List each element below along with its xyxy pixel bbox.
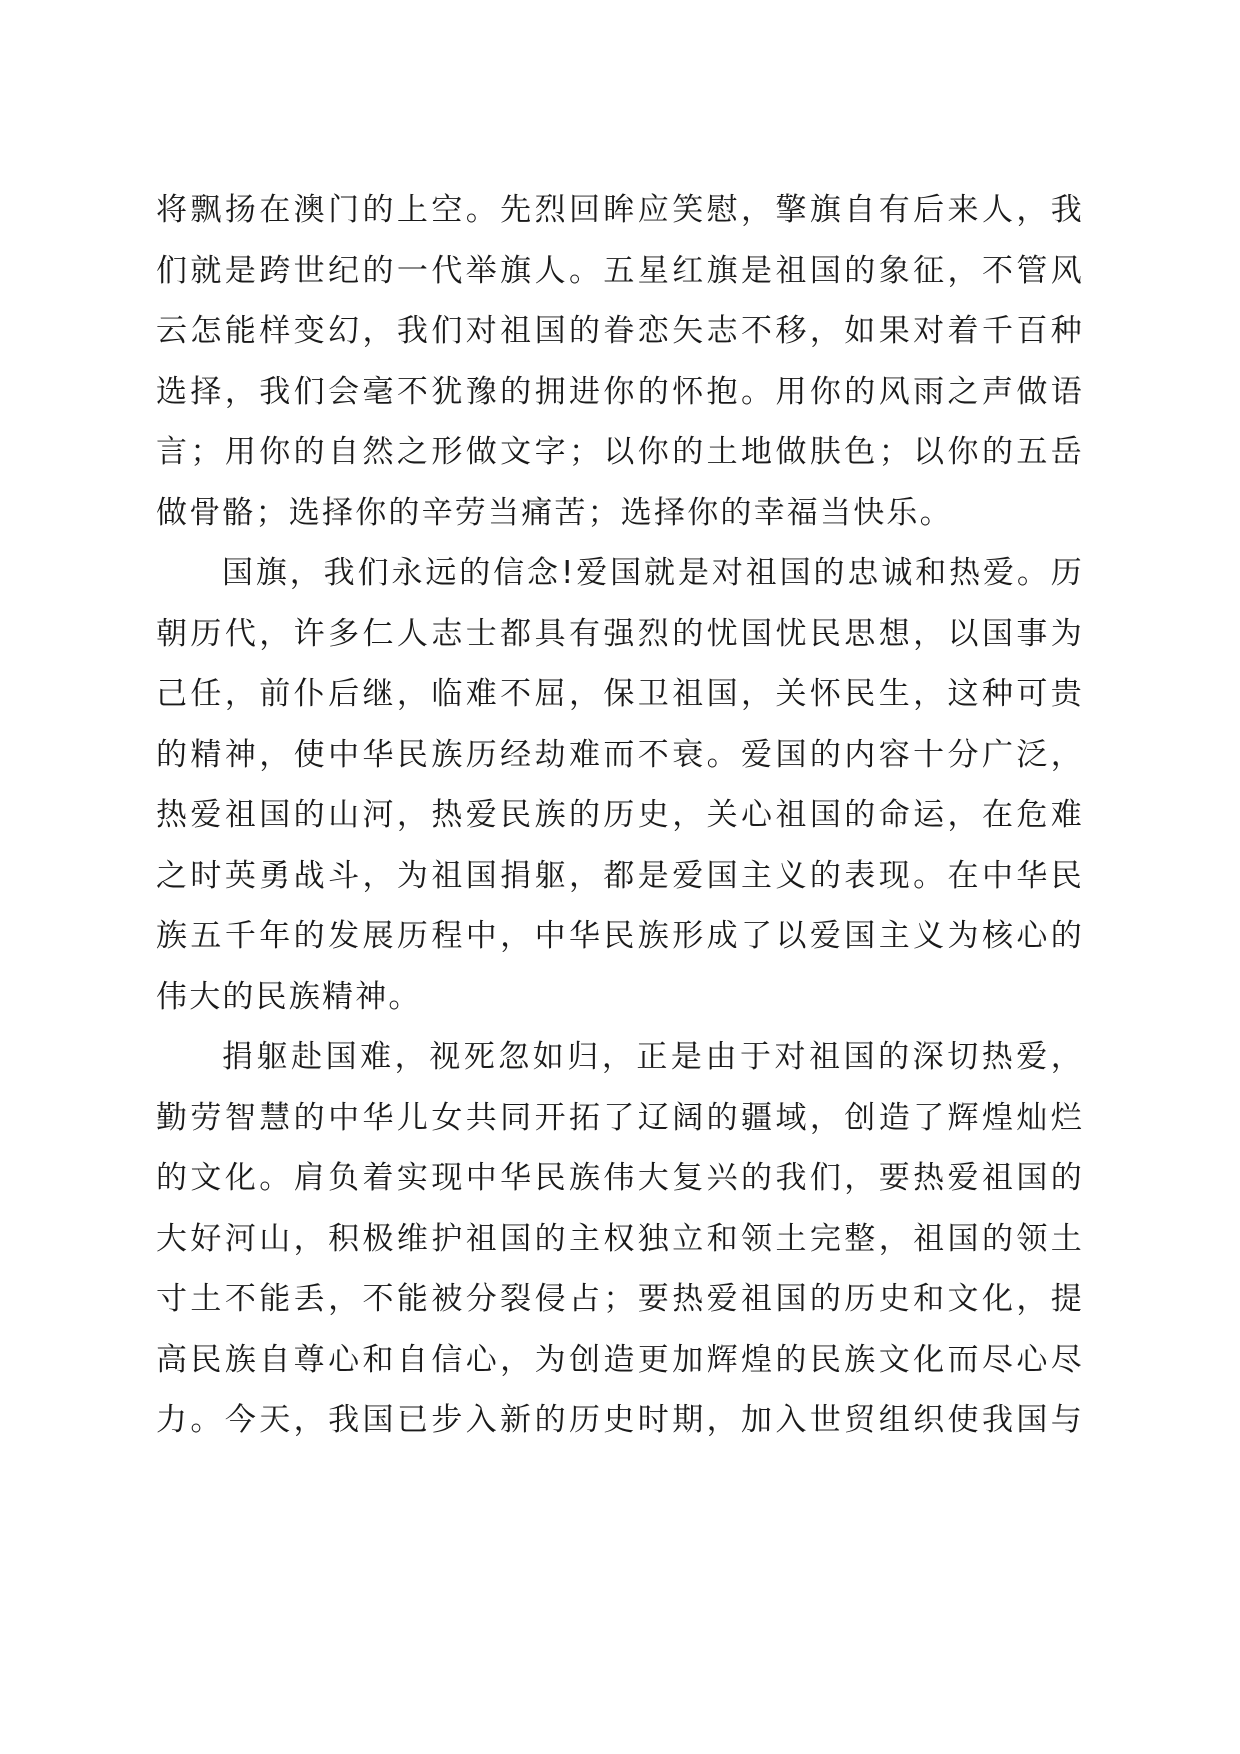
text-line: 捐躯赴国难，视死忽如归，正是由于对祖国的深切热爱， [222,1039,1084,1075]
text-line: 己任，前仆后继，临难不屈，保卫祖国，关怀民生，这种可贵 [156,676,1084,712]
text-line: 勤劳智慧的中华儿女共同开拓了辽阔的疆域，创造了辉煌灿烂 [156,1099,1084,1136]
text-line: 将飘扬在澳门的上空。先烈回眸应笑慰，擎旗自有后来人，我 [156,192,1084,228]
text-line: 们就是跨世纪的一代举旗人。五星红旗是祖国的象征，不管风 [156,252,1084,289]
text-line: 的文化。肩负着实现中华民族伟大复兴的我们，要热爱祖国的 [156,1160,1084,1196]
text-line: 国旗，我们永远的信念!爱国就是对祖国的忠诚和热爱。历 [222,555,1084,591]
text-line: 力。今天，我国已步入新的历史时期，加入世贸组织使我国与 [156,1402,1084,1438]
text-line: 朝历代，许多仁人志士都具有强烈的忧国忧民思想，以国事为 [156,615,1084,652]
text-line: 大好河山，积极维护祖国的主权独立和领土完整，祖国的领土 [156,1220,1084,1257]
text-line: 选择，我们会毫不犹豫的拥进你的怀抱。用你的风雨之声做语 [156,373,1084,410]
text-line: 族五千年的发展历程中，中华民族形成了以爱国主义为核心的 [156,918,1084,954]
text-line: 伟大的民族精神。 [156,978,422,1015]
text-line: 寸土不能丢，不能被分裂侵占；要热爱祖国的历史和文化，提 [156,1281,1084,1317]
text-line: 高民族自尊心和自信心，为创造更加辉煌的民族文化而尽心尽 [156,1341,1084,1378]
text-line: 云怎能样变幻，我们对祖国的眷恋矢志不移，如果对着千百种 [156,313,1084,349]
paragraph [156,543,1084,1027]
text-line: 之时英勇战斗，为祖国捐躯，都是爱国主义的表现。在中华民 [156,857,1084,894]
text-line: 热爱祖国的山河，热爱民族的历史，关心祖国的命运，在危难 [156,797,1084,833]
text-line: 言；用你的自然之形做文字；以你的土地做肤色；以你的五岳 [156,434,1084,470]
text-line: 做骨骼；选择你的辛劳当痛苦；选择你的幸福当快乐。 [156,494,953,531]
paragraph [156,1027,1084,1451]
document-body [156,180,1084,1451]
paragraph [156,180,1084,543]
text-line: 的精神，使中华民族历经劫难而不衰。爱国的内容十分广泛， [156,736,1084,773]
